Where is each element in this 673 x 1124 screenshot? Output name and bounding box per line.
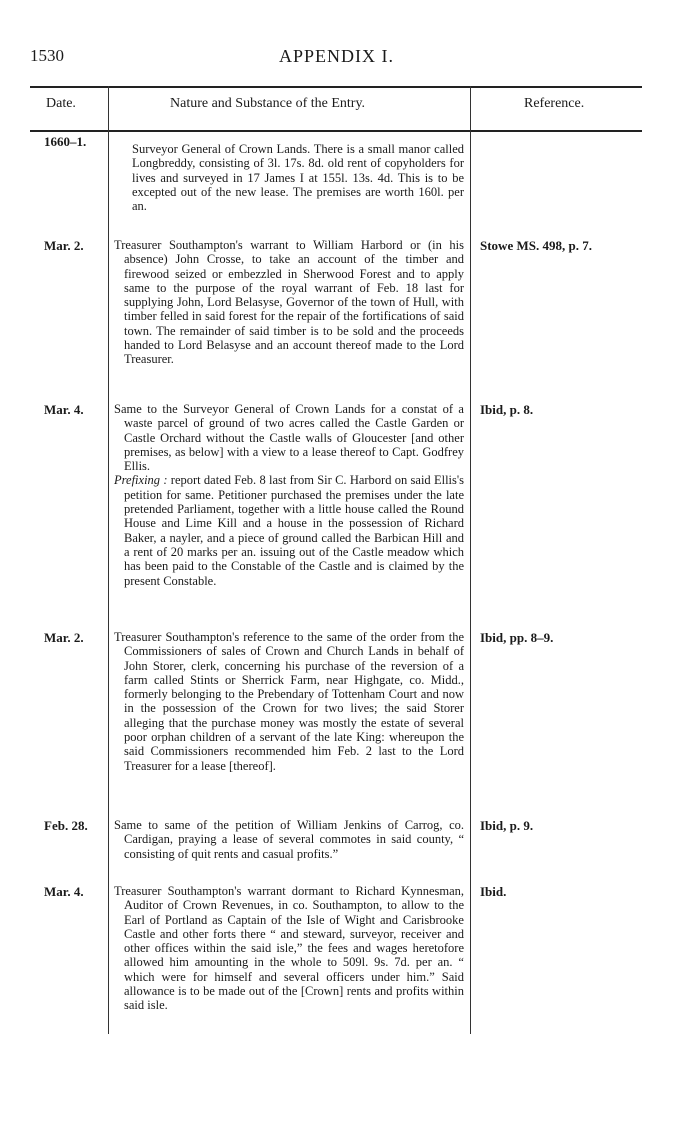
- entry-text: Treasurer Southampton's reference to the same of the order from the Commissioners of sales of Crown and Church Lands in behalf of John Storer, clerk, concerning his purchase of the reversion of a farm called Stints or Sherrick Farm, near Highgate, co. Midd., formerly belonging to the Prebendary of Tottenham Court and now in the possession of the Crown for two lives; the said Storer alleging that the purchase money was mostly the estate of several poor orphan children of a servant of the late King: whereupon the said Commissioners recommended him Feb. 2 last to the Lord Treasurer for a lease [thereof].: [114, 630, 464, 773]
- entry-text: Treasurer Southampton's warrant to William Harbord or (in his absence) John Crosse, to take an account of the timber and firewood seized or embezzled in Sherwood Forest and to apply same to the purpose of the royal warrant of Feb. 18 last for supplying John, Lord Belasyse, Governor of the town of Hull, with timber felled in said forest for the repair of the fortifications of said town. The remainder of said timber is to be sold and the proceeds handed to Lord Belasyse and an account thereof made to the Lord Treasurer.: [114, 238, 464, 367]
- entry-date: Mar. 4.: [44, 402, 84, 417]
- entry-text: Same to the Surveyor General of Crown Lands for a constat of a waste parcel of ground of two acres called the Castle Garden or Castle Orchard without the Castle walls of Gloucester [and other premises, as below] with a view to a lease thereof to Capt. Godfrey Ellis. Prefixing : report dated Feb. 8 last from Sir C. Harbord on said Ellis's petition for same. Petitioner purchased the premises under the late pretended Parliament, together with a little house called the Round House and Lime Kill and a house in the possession of Richard Baker, a nayler, and a piece of ground called the Barbican Hill and a rent of 20 marks per an. issuing out of the Castle meadow which has been paid to the Constable of the Castle and is claimed by the present Constable.: [114, 402, 464, 588]
- header-rule: [30, 130, 642, 132]
- column-header-reference: Reference.: [524, 96, 585, 111]
- entry-text: Treasurer Southampton's warrant dormant to Richard Kynnesman, Auditor of Crown Revenues, in co. Southampton, to allow to the Earl of Portland as Captain of the Isle of Wight and Carisbrooke Castle and other forts there “ and steward, surveyor, receiver and other offices within the said isle,” the fees and wages heretofore allowed him amounting in the whole to 509l. 9s. 7d. per an. “ which were for himself and several officers under him.” Said allowance is to be made out of the [Crown] rents and profits within said isle.: [114, 884, 464, 1013]
- entry-reference: Stowe MS. 498, p. 7.: [480, 238, 592, 253]
- page-title: APPENDIX I.: [278, 46, 394, 66]
- entry-date: Feb. 28.: [44, 818, 88, 833]
- entry-date: Mar. 2.: [44, 630, 84, 645]
- page-number: 1530: [30, 46, 64, 65]
- entry-text: Surveyor General of Crown Lands. There is a small manor called Longbreddy, consisting of 3l. 17s. 8d. old rent of copyholders for lives and surveyed in 17 James I at 155l. 13s. 4d. This is to be excepted out of the new lease. The premises are worth 160l. per an.: [132, 142, 464, 214]
- entry-reference: Ibid.: [480, 884, 507, 899]
- prefix-label: Prefixing :: [114, 473, 168, 488]
- column-header-date: Date.: [46, 96, 76, 111]
- column-divider-right: [470, 86, 471, 1034]
- column-divider-left: [108, 86, 109, 1034]
- entry-date: Mar. 4.: [44, 884, 84, 899]
- entry-date: 1660–1.: [44, 134, 87, 149]
- column-header-nature: Nature and Substance of the Entry.: [170, 96, 366, 111]
- prefix-text: report dated Feb. 8 last from Sir C. Harbord on said Ellis's petition for same. Petitioner purchased the premises under the late pretended Parliament, together with a little house called the Round House and Lime Kill and a house in the possession of Richard Baker, a nayler, and a piece of ground called the Barbican Hill and a rent of 20 marks per an. issuing out of the Castle meadow which has been paid to the Constable of the Castle and is claimed by the present Constable.: [124, 473, 464, 588]
- top-rule: [30, 86, 642, 88]
- entry-reference: Ibid, p. 9.: [480, 818, 534, 833]
- entry-text: Same to same of the petition of William Jenkins of Carrog, co. Cardigan, praying a lease of several commotes in said county, “ consisting of quit rents and casual profits.”: [114, 818, 464, 861]
- entry-reference: Ibid, p. 8.: [480, 402, 534, 417]
- entry-reference: Ibid, pp. 8–9.: [480, 630, 554, 645]
- entry-date: Mar. 2.: [44, 238, 84, 253]
